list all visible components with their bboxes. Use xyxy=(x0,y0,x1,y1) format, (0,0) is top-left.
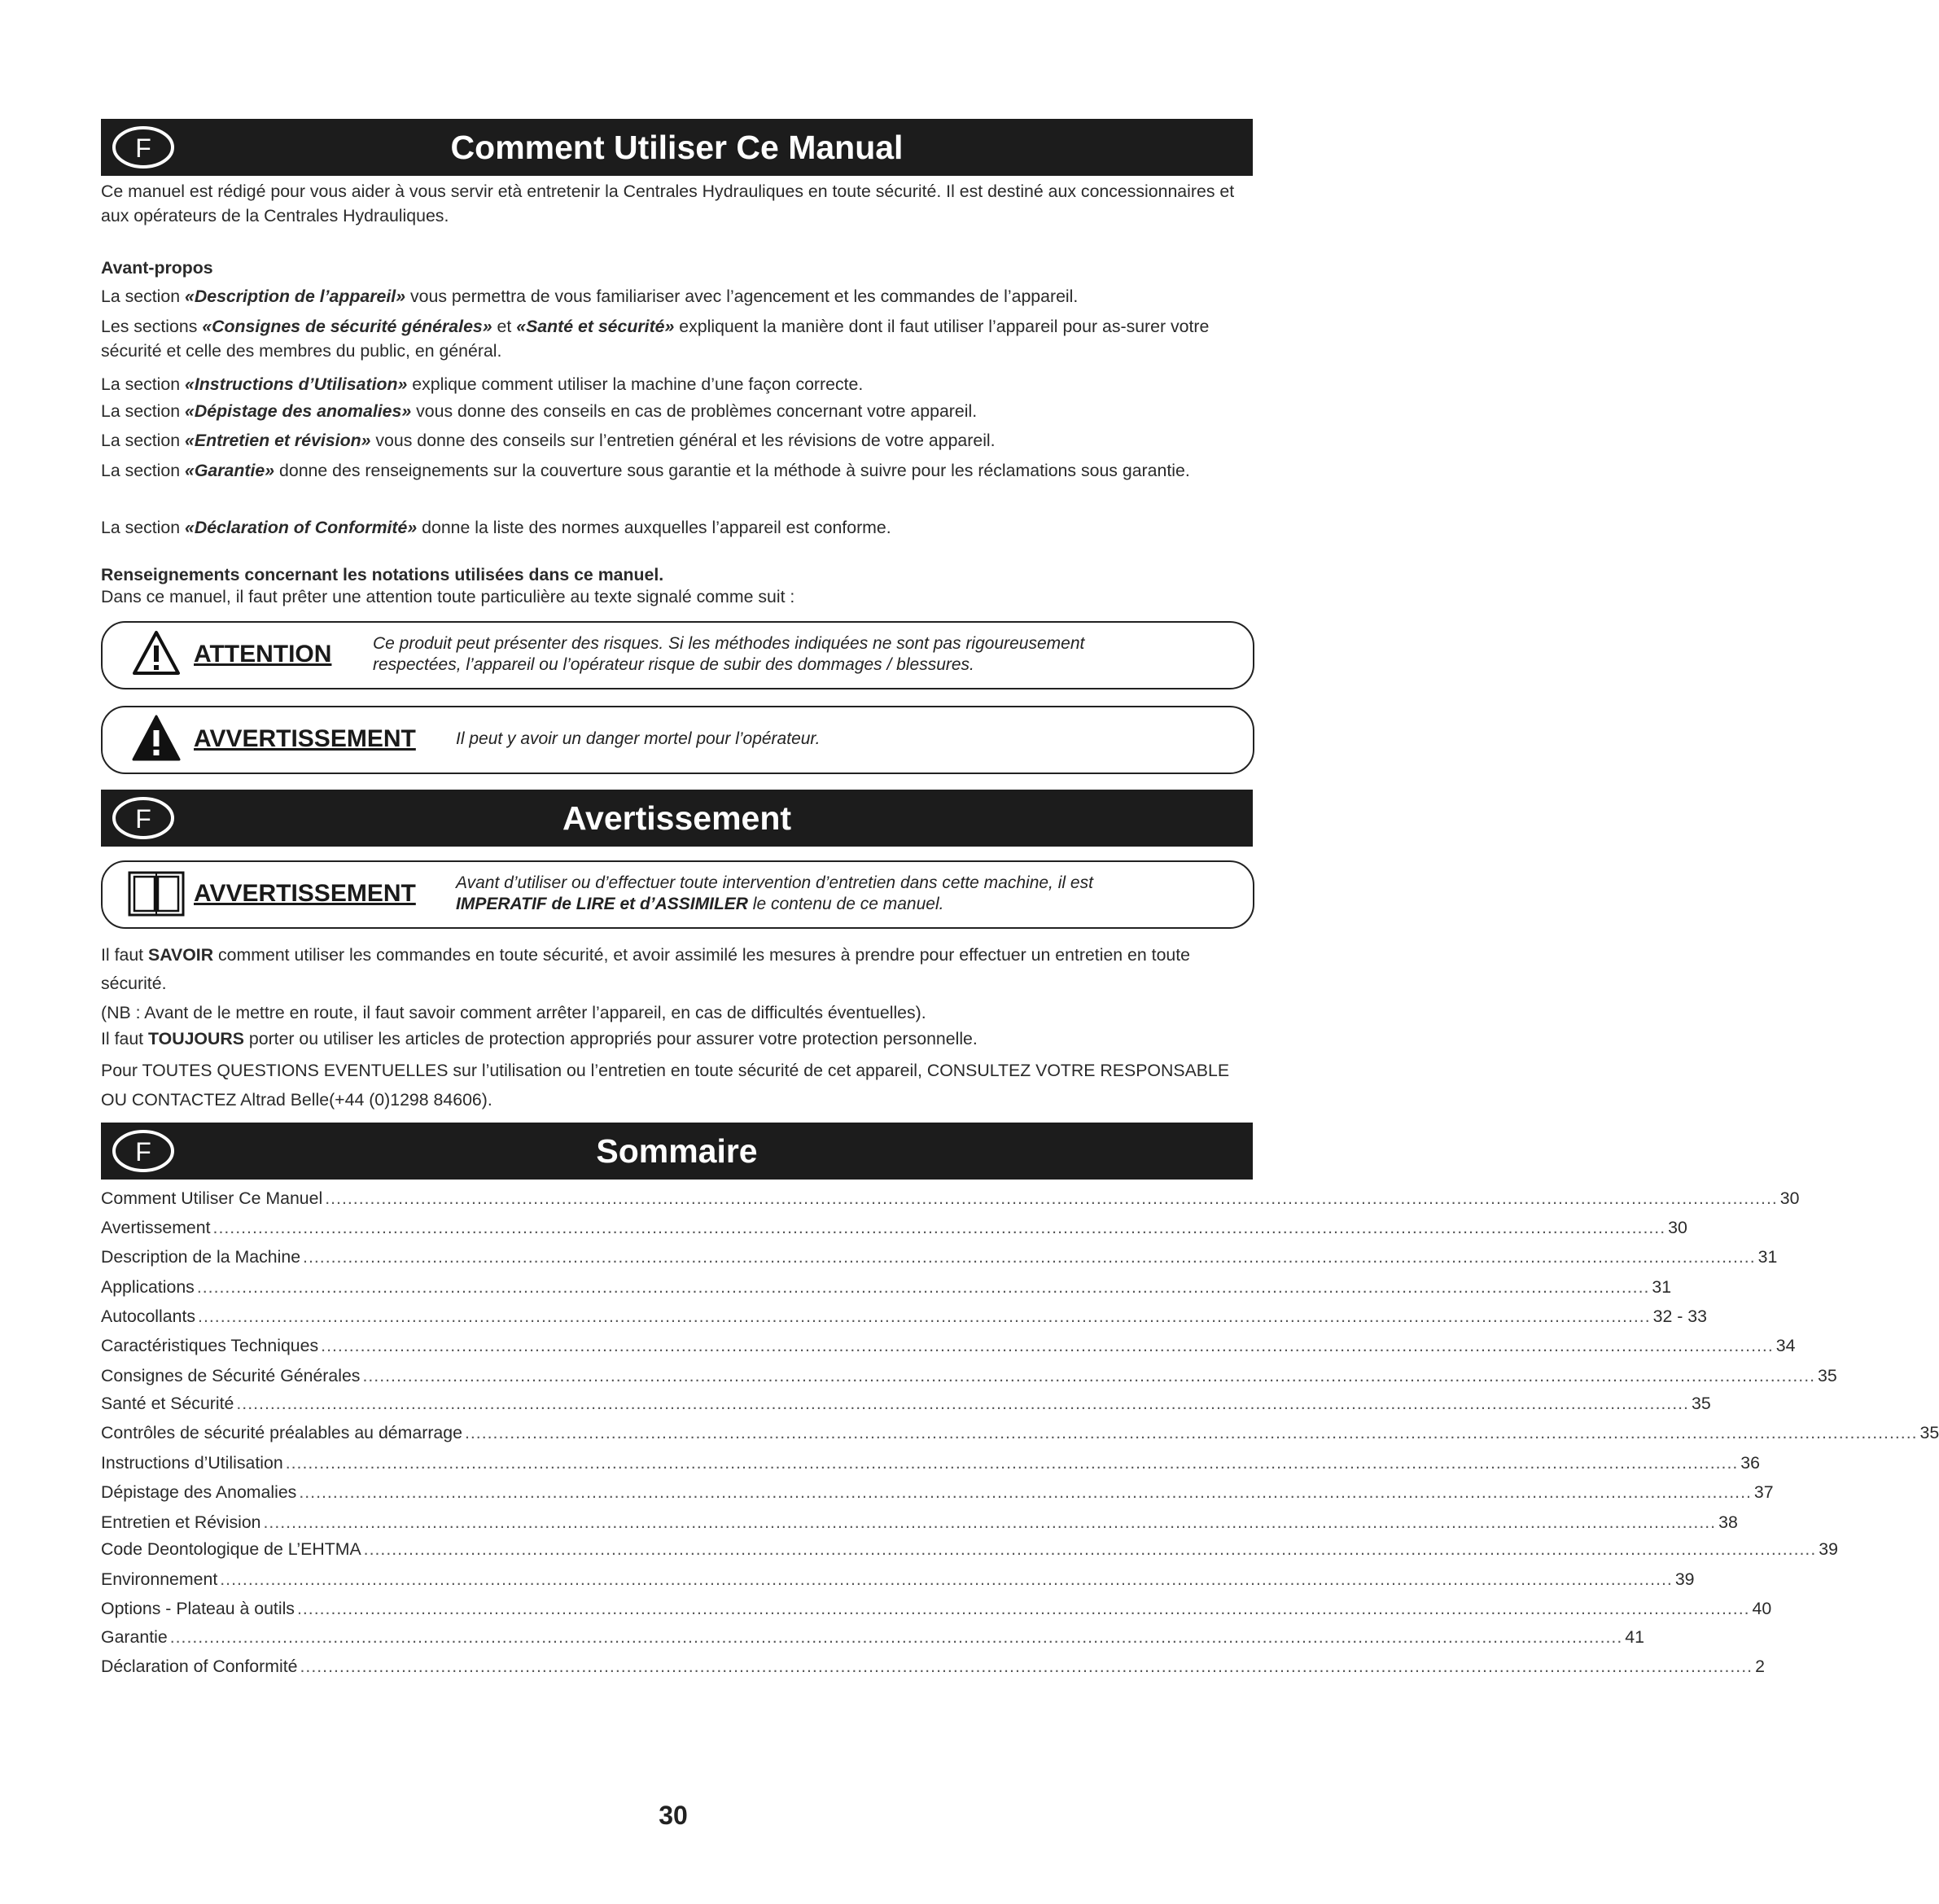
section-header-manual xyxy=(101,119,1253,176)
avant-propos-line-depistage: La section «Dépistage des anomalies» vous donne des conseils en cas de problèmes concernant votre appareil. xyxy=(101,401,978,421)
warning-outline-icon xyxy=(132,629,181,676)
avant-propos-line-consignes: Les sections «Consignes de sécurité générales» et «Santé et sécurité» expliquent la manière dont il faut utiliser l’appareil pour as-surer votre sécurité et celle des membres du public, en général. xyxy=(101,317,1210,361)
toc-entry[interactable]: Entretien et Révision .................................................................................................................................................................................................................................................................. 38 xyxy=(101,1512,1738,1532)
warning-filled-icon xyxy=(132,714,181,763)
toc-entry[interactable]: Code Deontologique de L’EHTMA .................................................................................................................................................................................................................................................................. 39 xyxy=(101,1539,1838,1559)
manual-warning-line1: Avant d’utiliser ou d’effectuer toute intervention d’entretien dans cette machine, il est xyxy=(456,873,1093,892)
avert-paragraph-contact: Pour TOUTES QUESTIONS EVENTUELLES sur l’utilisation ou l’entretien en toute sécurité de cet appareil, CONSULTEZ VOTRE RESPONSABLE OU CONTACTEZ Altrad Belle(+44 (0)1298 84606). xyxy=(101,1061,1230,1110)
manual-warning-line2: IMPERATIF de LIRE et d’ASSIMILER le contenu de ce manuel. xyxy=(456,895,944,913)
toc-entry[interactable]: Santé et Sécurité .................................................................................................................................................................................................................................................................. 35 xyxy=(101,1394,1711,1413)
avant-propos-line-declaration: La section «Déclaration of Conformité» donne la liste des normes auxquelles l’appareil est conforme. xyxy=(101,518,891,537)
attention-message-line2: respectées, l’appareil ou l’opérateur risque de subir des dommages / blessures. xyxy=(373,655,974,674)
toc-entry[interactable]: Autocollants .................................................................................................................................................................................................................................................................. 32 - 33 xyxy=(101,1307,1707,1326)
svg-text:F: F xyxy=(135,1137,151,1166)
avert-paragraph-nb: (NB : Avant de le mettre en route, il faut savoir comment arrêter l’appareil, en cas de difficultés éventuelles). xyxy=(101,1003,926,1022)
attention-message-line1: Ce produit peut présenter des risques. Si les méthodes indiquées ne sont pas rigoureusement xyxy=(373,634,1085,653)
toc-entry[interactable]: Déclaration of Conformité .................................................................................................................................................................................................................................................................. 2 xyxy=(101,1657,1765,1676)
toc-entry[interactable]: Description de la Machine .................................................................................................................................................................................................................................................................. 31 xyxy=(101,1247,1778,1267)
avert-paragraph-savoir: Il faut SAVOIR comment utiliser les commandes en toute sécurité, et avoir assimilé les mesures à prendre pour effectuer un entretien en toute sécurité. xyxy=(101,945,1191,993)
section-title: Comment Utiliser Ce Manual xyxy=(450,129,904,166)
toc-entry[interactable]: Consignes de Sécurité Générales .................................................................................................................................................................................................................................................................. 35 xyxy=(101,1366,1837,1385)
book-icon xyxy=(127,870,186,917)
attention-label: ATTENTION xyxy=(194,641,332,667)
toc-entry[interactable]: Avertissement .................................................................................................................................................................................................................................................................. 30 xyxy=(101,1218,1687,1237)
svg-text:F: F xyxy=(135,804,151,834)
avant-propos-line-instructions: La section «Instructions d’Utilisation» explique comment utiliser la machine d’une façon correcte. xyxy=(101,374,864,394)
toc-entry[interactable]: Comment Utiliser Ce Manuel .................................................................................................................................................................................................................................................................. 30 xyxy=(101,1188,1800,1208)
toc-entry[interactable]: Dépistage des Anomalies .................................................................................................................................................................................................................................................................. 37 xyxy=(101,1482,1774,1502)
intro-paragraph: Ce manuel est rédigé pour vous aider à vous servir età entretenir la Centrales Hydrauliques en toute sécurité. Il est destiné aux concessionnaires et aux opérateurs de la Centrales Hydrauliques. xyxy=(101,182,1235,225)
avert-paragraph-toujours: Il faut TOUJOURS porter ou utiliser les articles de protection appropriés pour assurer votre protection personnelle. xyxy=(101,1029,978,1048)
toc-entry[interactable]: Contrôles de sécurité préalables au démarrage .................................................................................................................................................................................................................................................................. 35 xyxy=(101,1423,1939,1442)
warning-label: AVVERTISSEMENT xyxy=(194,725,416,752)
toc-entry[interactable]: Options - Plateau à outils .................................................................................................................................................................................................................................................................. 40 xyxy=(101,1599,1772,1618)
avant-propos-line-garantie: La section «Garantie» donne des renseignements sur la couverture sous garantie et la méthode à suivre pour les réclamations sous garantie. xyxy=(101,461,1190,480)
attention-box xyxy=(101,621,1254,689)
section-header-avertissement xyxy=(101,790,1253,847)
toc-entry[interactable]: Caractéristiques Techniques .................................................................................................................................................................................................................................................................. 34 xyxy=(101,1336,1796,1355)
notations-heading: Renseignements concernant les notations utilisées dans ce manuel. xyxy=(101,565,664,584)
manual-warning-label: AVVERTISSEMENT xyxy=(194,880,416,907)
notations-text: Dans ce manuel, il faut prêter une attention toute particulière au texte signalé comme suit : xyxy=(101,587,795,606)
page-number: 30 xyxy=(659,1801,688,1830)
warning-message: Il peut y avoir un danger mortel pour l’opérateur. xyxy=(456,729,821,748)
section-title: Avertissement xyxy=(562,799,792,837)
avant-propos-heading: Avant-propos xyxy=(101,258,213,278)
toc-entry[interactable]: Applications .................................................................................................................................................................................................................................................................. 31 xyxy=(101,1277,1672,1297)
svg-text:F: F xyxy=(135,133,151,163)
section-header-sommaire xyxy=(101,1123,1253,1180)
toc-entry[interactable]: Environnement .................................................................................................................................................................................................................................................................. 39 xyxy=(101,1569,1695,1589)
warning-box xyxy=(101,706,1254,774)
avant-propos-line-description: La section «Description de l’appareil» vous permettra de vous familiariser avec l’agencement et les commandes de l’appareil. xyxy=(101,287,1079,306)
manual-warning-box xyxy=(101,860,1254,929)
toc-entry[interactable]: Garantie .................................................................................................................................................................................................................................................................. 41 xyxy=(101,1627,1644,1647)
toc-entry[interactable]: Instructions d’Utilisation .................................................................................................................................................................................................................................................................. 36 xyxy=(101,1453,1760,1473)
section-title: Sommaire xyxy=(596,1132,758,1170)
avant-propos-line-entretien: La section «Entretien et révision» vous donne des conseils sur l’entretien général et les révisions de votre appareil. xyxy=(101,431,996,450)
